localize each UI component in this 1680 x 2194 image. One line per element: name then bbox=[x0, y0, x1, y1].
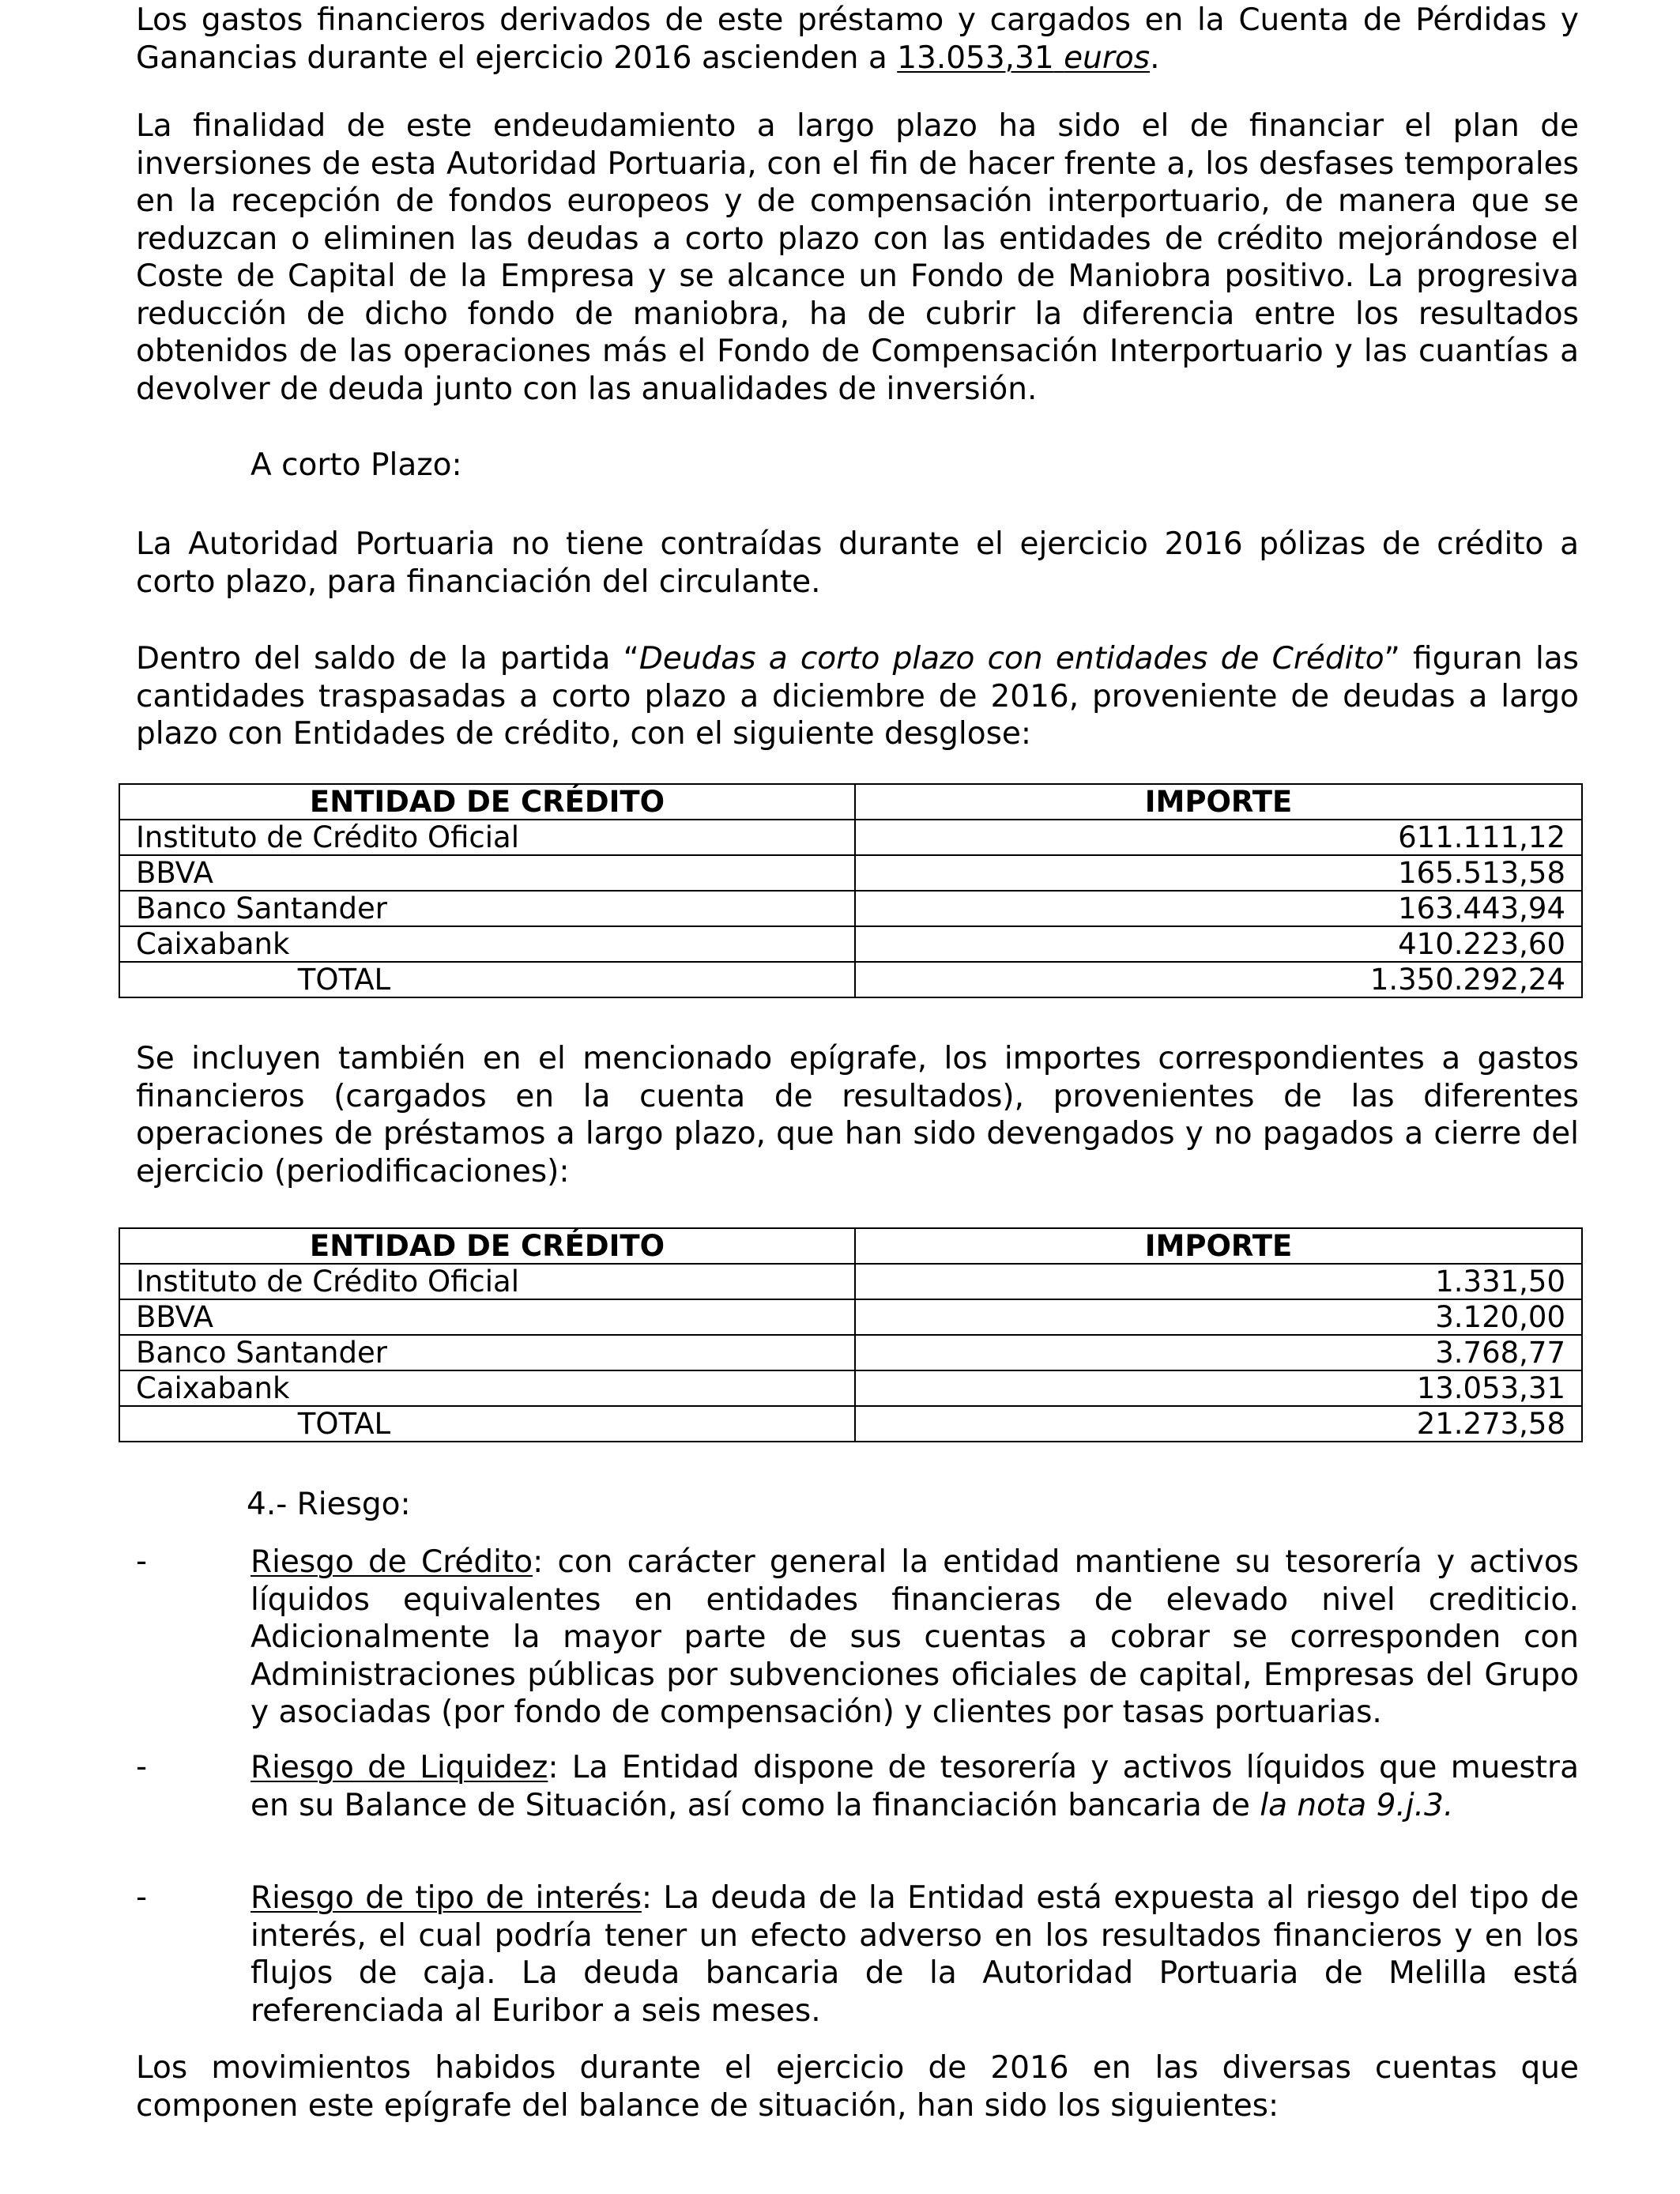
header-amount: IMPORTE bbox=[855, 1228, 1582, 1264]
paragraph-debt-purpose: La finalidad de este endeudamiento a largo plazo ha sido el de financiar el plan de inversiones de esta Autoridad Portuaria, con el fin de hacer frente a, los desfases temporales en la recepción de fondos europeos y de compensación interportuario, de manera que se reduzcan o eliminen las deudas a corto plazo con las entidades de crédito mejorándose el Coste de Capital de la Empresa y se alcance un Fondo de Maniobra positivo. La progresiva reducción de dicho fondo de maniobra, ha de cubrir la diferencia entre los resultados obtenidos de las operaciones más el Fondo de Compensación Interportuario y las cuantías a devolver de deuda junto con las anualidades de inversión. bbox=[136, 108, 1579, 407]
table-row: Instituto de Crédito Oficial 1.331,50 bbox=[119, 1264, 1582, 1299]
paragraph-interest-expense: Los gastos financieros derivados de este préstamo y cargados en la Cuenta de Pérdidas y Ganancias durante el ejercicio 2016 ascienden a 13.053,31 euros. bbox=[136, 2, 1579, 76]
table-row: Banco Santander 3.768,77 bbox=[119, 1335, 1582, 1370]
table-row: BBVA 3.120,00 bbox=[119, 1299, 1582, 1335]
risk-title: Riesgo de tipo de interés bbox=[250, 1880, 642, 1916]
paragraph-movements: Los movimientos habidos durante el ejercicio de 2016 en las diversas cuentas que componen este epígrafe del balance de situación, han sido los siguientes: bbox=[136, 2050, 1579, 2124]
risk-title: Riesgo de Liquidez bbox=[250, 1750, 548, 1785]
header-entity: ENTIDAD DE CRÉDITO bbox=[119, 1228, 855, 1264]
interest-amount: 13.053,31 euros bbox=[897, 40, 1151, 76]
risk-item-credit: - Riesgo de Crédito: con carácter general la entidad mantiene su tesorería y activos líquidos equivalentes en entidades financieras de elevado nivel crediticio. Adicionalmente la mayor parte de sus cuentas a cobrar se corresponden con Administraciones públicas por subvenciones oficiales de capital, Empresas del Grupo y asociadas (por fondo de compensación) y clientes por tasas portuarias. bbox=[136, 1544, 1579, 1730]
table-row: Instituto de Crédito Oficial 611.111,12 bbox=[119, 820, 1582, 855]
risk-item-liquidity: - Riesgo de Liquidez: La Entidad dispone de tesorería y activos líquidos que muestra en su Balance de Situación, así como la financiación bancaria de la nota 9.j.3. bbox=[136, 1749, 1579, 1823]
risk-heading: 4.- Riesgo: bbox=[247, 1487, 411, 1522]
table-total-row: TOTAL 1.350.292,24 bbox=[119, 962, 1582, 997]
subheading-short-term: A corto Plazo: bbox=[250, 447, 462, 483]
table-row: BBVA 165.513,58 bbox=[119, 855, 1582, 891]
table-header-row bbox=[119, 784, 1582, 820]
table-short-term-transfers bbox=[119, 783, 1583, 998]
table-header-row bbox=[119, 1228, 1582, 1264]
paragraph-short-term-debt: Dentro del saldo de la partida “Deudas a corto plazo con entidades de Crédito” figuran las cantidades traspasadas a corto plazo a diciembre de 2016, proveniente de deudas a largo plazo con Entidades de crédito, con el siguiente desglose: bbox=[136, 641, 1579, 752]
table-row: Caixabank 410.223,60 bbox=[119, 926, 1582, 962]
table-row: Caixabank 13.053,31 bbox=[119, 1370, 1582, 1406]
table-row: Banco Santander 163.443,94 bbox=[119, 891, 1582, 926]
risk-item-interest-rate: - Riesgo de tipo de interés: La deuda de la Entidad está expuesta al riesgo del tipo de interés, el cual podría tener un efecto adverso en los resultados financieros y en los flujos de caja. La deuda bancaria de la Autoridad Portuaria de Melilla está referenciada al Euribor a seis meses. bbox=[136, 1879, 1579, 2029]
risk-title: Riesgo de Crédito bbox=[250, 1544, 533, 1580]
paragraph-no-credit-policies: La Autoridad Portuaria no tiene contraídas durante el ejercicio 2016 pólizas de crédito a corto plazo, para financiación del circulante. bbox=[136, 526, 1579, 600]
header-amount: IMPORTE bbox=[855, 784, 1582, 820]
header-entity: ENTIDAD DE CRÉDITO bbox=[119, 784, 855, 820]
table-accrued-interest bbox=[119, 1227, 1583, 1442]
table-total-row: TOTAL 21.273,58 bbox=[119, 1406, 1582, 1442]
paragraph-accrued-interest: Se incluyen también en el mencionado epígrafe, los importes correspondientes a gastos financieros (cargados en la cuenta de resultados), provenientes de las diferentes operaciones de préstamos a largo plazo, que han sido devengados y no pagados a cierre del ejercicio (periodificaciones): bbox=[136, 1041, 1579, 1189]
